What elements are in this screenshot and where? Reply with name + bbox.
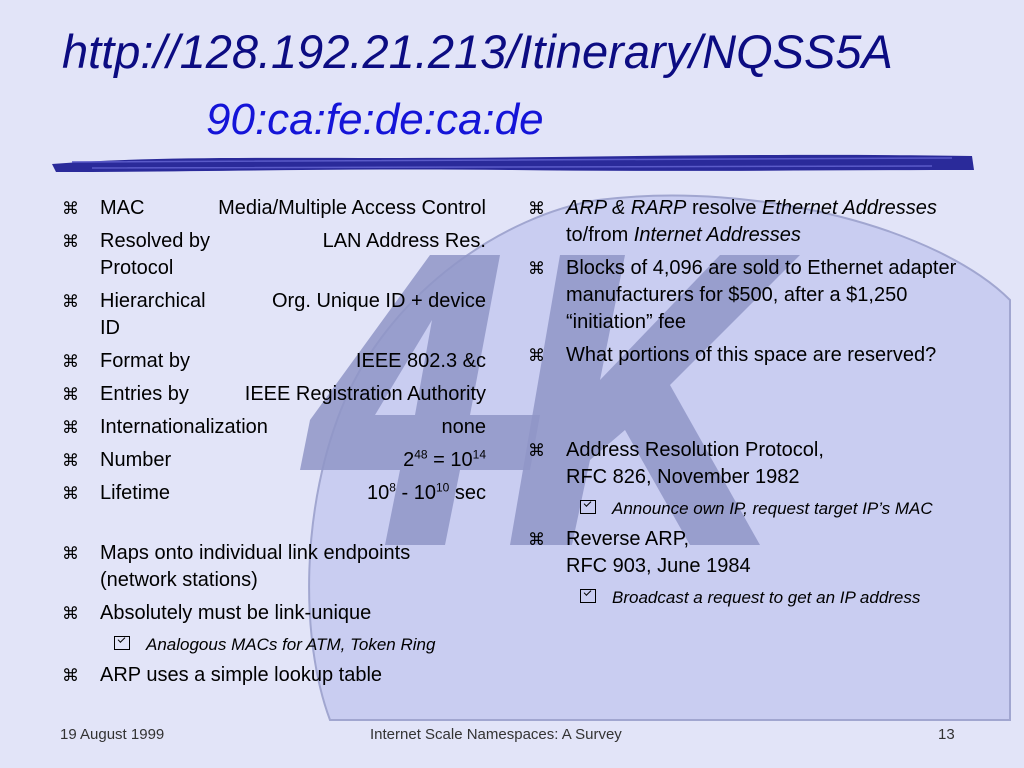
row-value: LAN Address Res. bbox=[322, 230, 486, 252]
sub-bullet-text: Announce own IP, request target IP’s MAC bbox=[612, 499, 933, 518]
protocol-line1: Reverse ARP, bbox=[566, 528, 690, 550]
sub-bullet-text: Analogous MACs for ATM, Token Ring bbox=[146, 635, 436, 654]
place-of-interest-icon: ⌘ bbox=[62, 352, 79, 371]
row-value-wrap: Protocol bbox=[100, 257, 174, 279]
protocol-line2: RFC 903, June 1984 bbox=[566, 555, 751, 577]
row-value: IEEE 802.3 &c bbox=[355, 350, 486, 372]
bullet-text: ARP uses a simple lookup table bbox=[100, 664, 383, 686]
place-of-interest-icon: ⌘ bbox=[62, 451, 79, 470]
list-item: ⌘ ARP & RARP resolve Ethernet Addresses to/from Internet Addresses bbox=[528, 197, 937, 246]
title-underline-brush bbox=[52, 148, 976, 178]
slide-title: http://128.192.21.213/Itinerary/NQSS5A bbox=[62, 25, 893, 78]
slide-subtitle: 90:ca:fe:de:ca:de bbox=[206, 95, 544, 144]
row-key: MAC bbox=[100, 197, 145, 219]
sub-list-item bbox=[62, 633, 486, 656]
bullet-text: What portions of this space are reserved? bbox=[566, 344, 937, 366]
bullet-text: Absolutely must be link-unique bbox=[100, 602, 372, 624]
bullet-text: Blocks of 4,096 are sold to Ethernet adapter manufacturers for $500, after a $1,250 “initiation” fee bbox=[566, 257, 957, 333]
checked-box-icon bbox=[580, 589, 596, 603]
row-key: Hierarchical bbox=[100, 290, 206, 312]
row-key: Lifetime bbox=[100, 482, 171, 504]
list-item bbox=[62, 348, 486, 375]
row-value: IEEE Registration Authority bbox=[244, 383, 486, 405]
footer-date: 19 August 1999 bbox=[60, 726, 165, 743]
row-value: $10^8 - 10^{10}$ sec bbox=[366, 480, 486, 504]
list-item bbox=[528, 342, 968, 369]
place-of-interest-icon: ⌘ bbox=[528, 199, 545, 218]
protocol-line1: Address Resolution Protocol, bbox=[566, 439, 824, 461]
list-item bbox=[528, 437, 968, 491]
place-of-interest-icon: ⌘ bbox=[528, 346, 545, 365]
bullet-text: Maps onto individual link endpoints (network stations) bbox=[100, 542, 411, 591]
list-item bbox=[62, 447, 486, 474]
list-item bbox=[62, 414, 486, 441]
place-of-interest-icon: ⌘ bbox=[528, 259, 545, 278]
row-value: $2^{48} = 10^{14}$ bbox=[403, 447, 486, 471]
list-item bbox=[62, 381, 486, 408]
row-value: Media/Multiple Access Control bbox=[218, 197, 486, 219]
row-key: Number bbox=[100, 449, 172, 471]
place-of-interest-icon: ⌘ bbox=[62, 666, 79, 685]
place-of-interest-icon: ⌘ bbox=[528, 530, 545, 549]
place-of-interest-icon: ⌘ bbox=[62, 232, 79, 251]
page-number: 13 bbox=[938, 726, 955, 743]
list-item bbox=[62, 195, 486, 222]
row-key: Format by bbox=[100, 350, 191, 372]
place-of-interest-icon: ⌘ bbox=[62, 418, 79, 437]
list-item bbox=[62, 540, 486, 594]
list-item bbox=[62, 288, 486, 342]
list-item bbox=[528, 526, 968, 580]
list-item bbox=[62, 228, 486, 282]
row-value: Org. Unique ID + device bbox=[272, 290, 486, 312]
list-item bbox=[62, 480, 486, 507]
place-of-interest-icon: ⌘ bbox=[528, 441, 545, 460]
sub-bullet-text: Broadcast a request to get an IP address bbox=[612, 588, 921, 607]
row-key: Internationalization bbox=[100, 416, 268, 438]
sub-list-item bbox=[528, 586, 968, 609]
row-value-wrap: ID bbox=[100, 317, 120, 339]
sub-list-item bbox=[528, 497, 968, 520]
protocol-line2: RFC 826, November 1982 bbox=[566, 466, 800, 488]
checked-box-icon bbox=[580, 500, 596, 514]
list-item bbox=[528, 255, 968, 336]
place-of-interest-icon: ⌘ bbox=[62, 484, 79, 503]
footer-title: Internet Scale Namespaces: A Survey bbox=[370, 726, 622, 743]
checked-box-icon bbox=[114, 636, 130, 650]
place-of-interest-icon: ⌘ bbox=[62, 292, 79, 311]
right-column bbox=[528, 195, 968, 615]
place-of-interest-icon: ⌘ bbox=[62, 544, 79, 563]
row-value: none bbox=[441, 416, 486, 438]
list-item bbox=[62, 662, 486, 689]
place-of-interest-icon: ⌘ bbox=[62, 385, 79, 404]
list-item bbox=[62, 600, 486, 627]
place-of-interest-icon: ⌘ bbox=[62, 604, 79, 623]
left-column bbox=[62, 195, 486, 695]
row-key: Resolved by bbox=[100, 230, 211, 252]
row-key: Entries by bbox=[100, 383, 189, 405]
place-of-interest-icon: ⌘ bbox=[62, 199, 79, 218]
